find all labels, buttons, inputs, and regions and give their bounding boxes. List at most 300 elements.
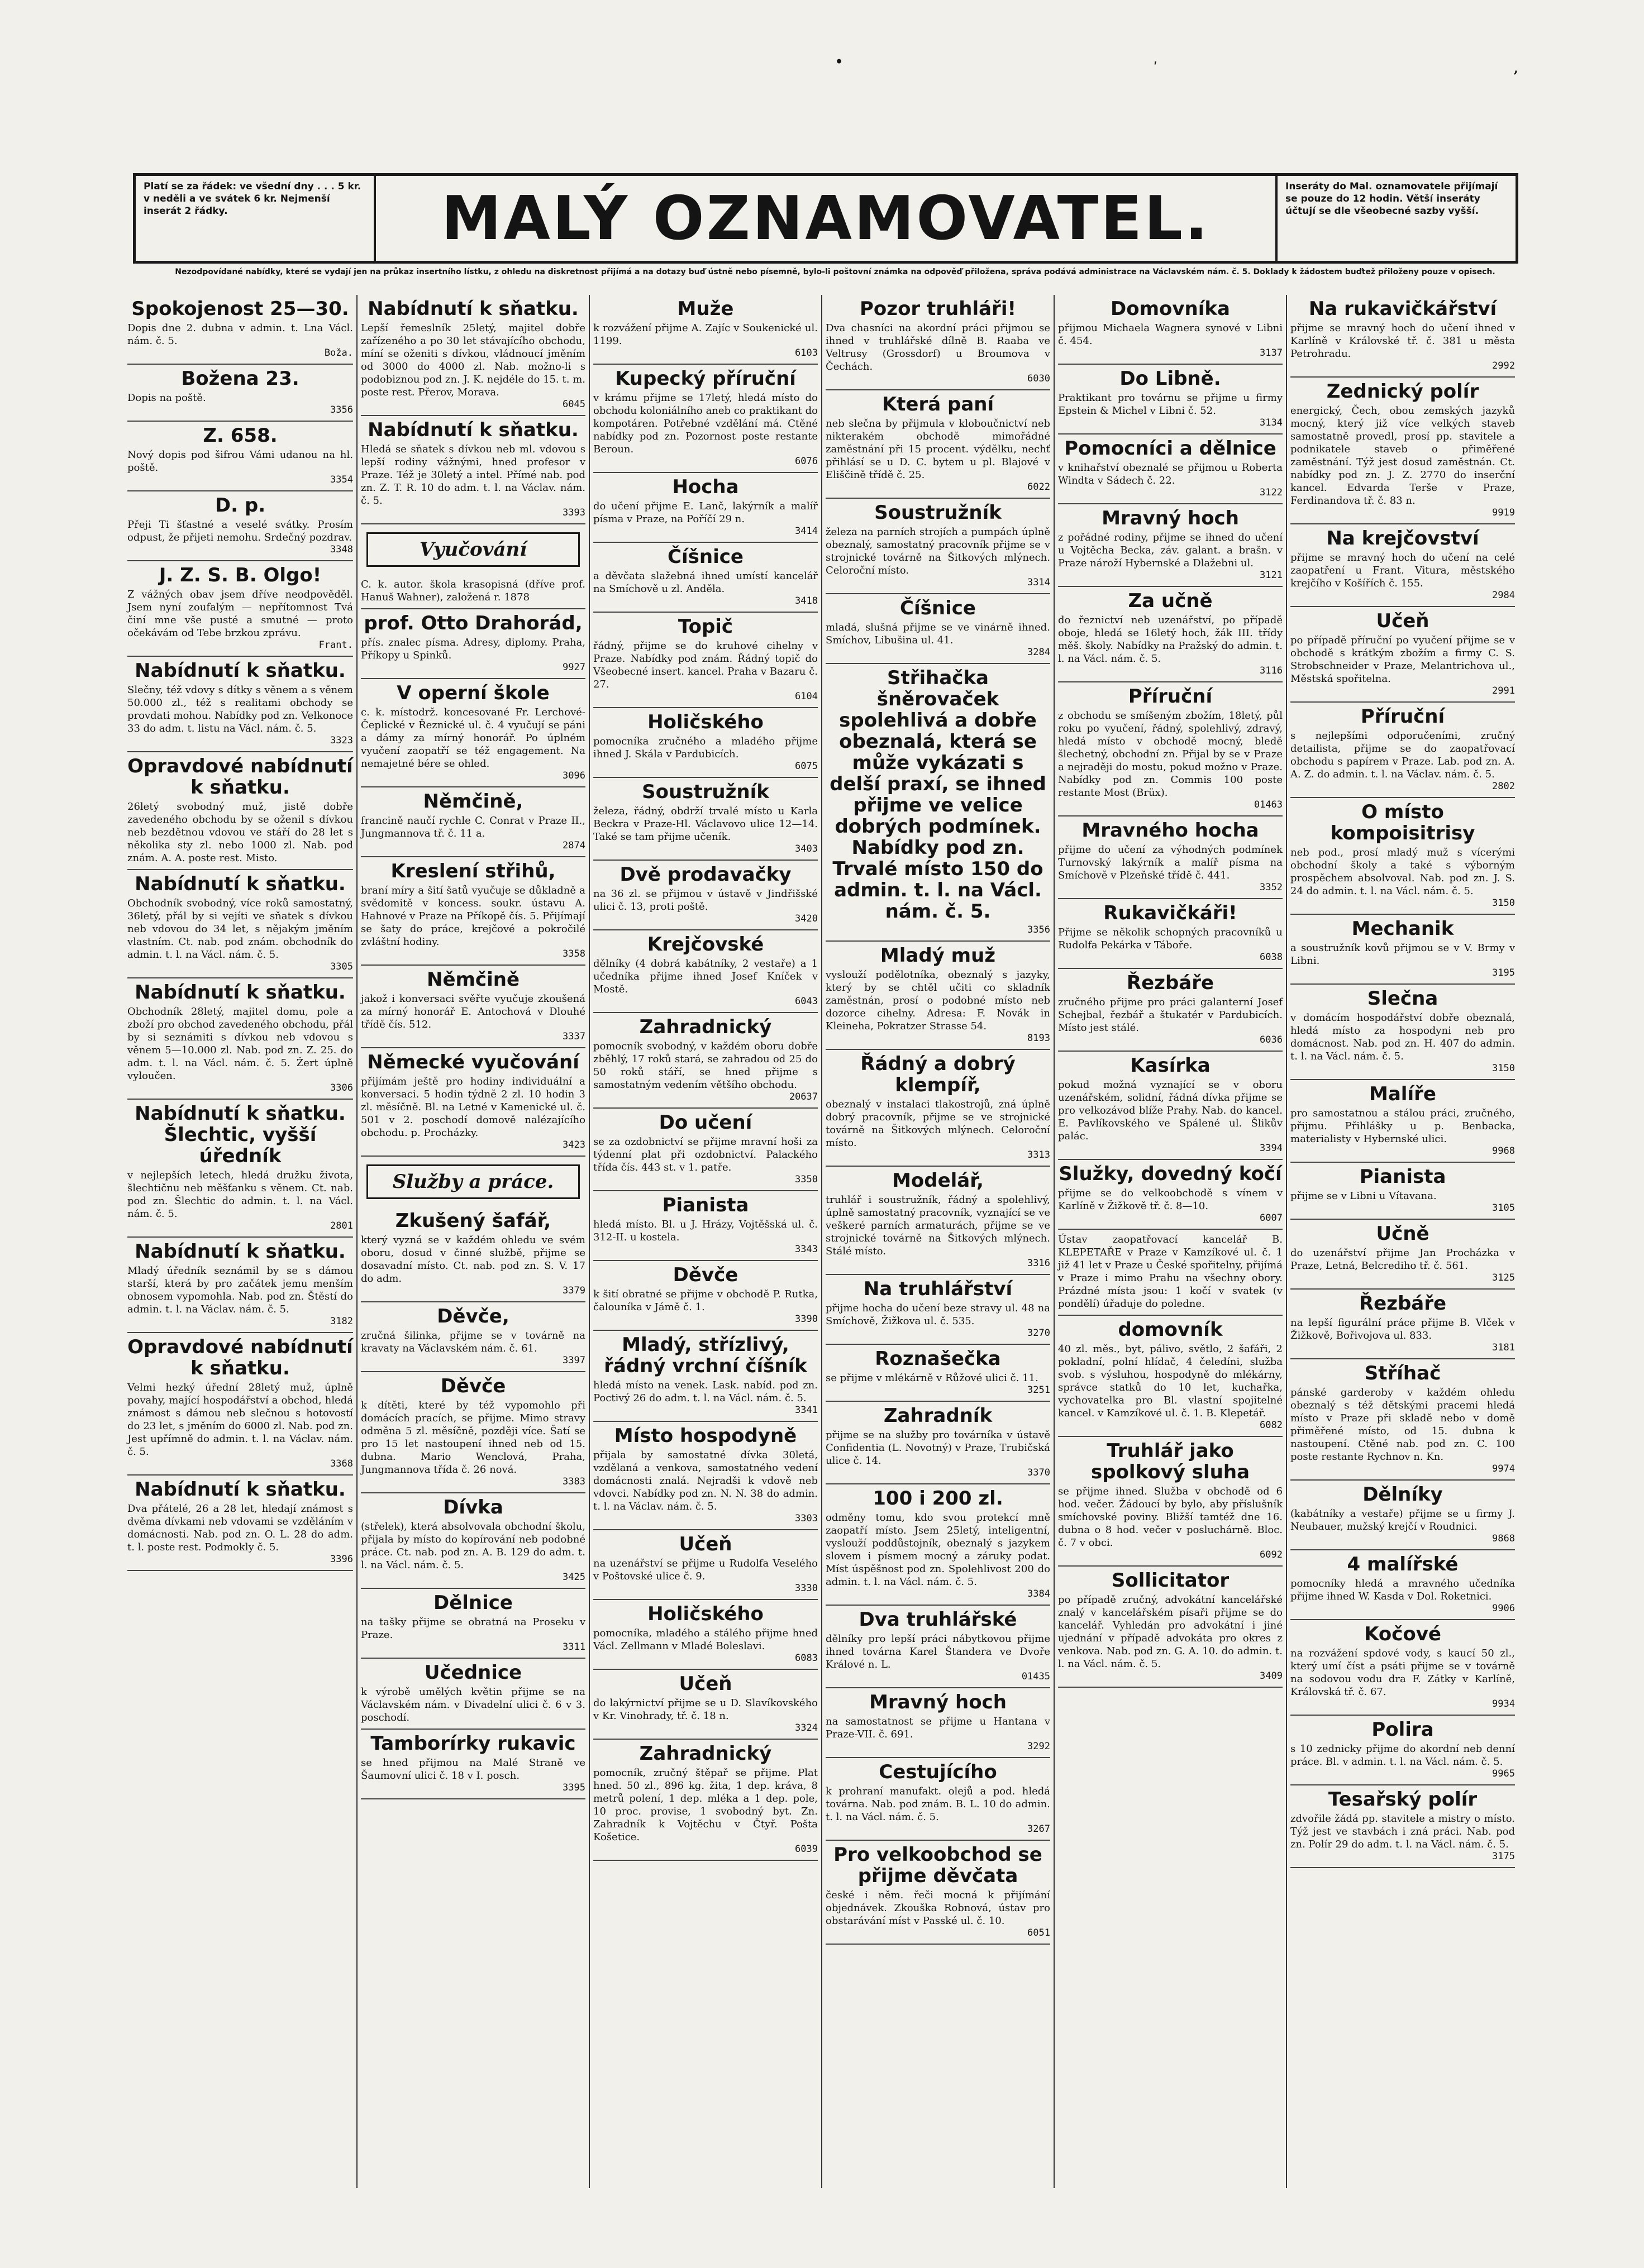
ad-title: Truhlář jako spolkový sluha [1090,1440,1250,1483]
ad-text: francině naučí rychle C. Conrat v Praze II., Jungmannova tř. č. 11 a. [361,815,585,839]
classified-ad [1290,1716,1515,1785]
classified-columns [124,295,1518,2188]
ad-reference-number: 3403 [795,843,818,854]
ad-text: přijme hocha do učení beze stravy ul. 48 na Smíchově, Žižkova ul. č. 535. [826,1302,1050,1327]
ad-text: který vyzná se v každém ohledu ve svém oboru, dosud v činné službě, přijme se dosavadní místo. Ct. nab. pod zn. S. V. 17 do adm. [361,1234,585,1285]
classified-ad [593,1261,818,1331]
ad-title: Tamborírky rukavic [370,1732,576,1755]
page-mark: ʹ [1154,60,1157,75]
page-mark: , [1514,61,1518,76]
ad-title: Učně [1376,1223,1429,1245]
ad-reference-number: 6007 [1260,1212,1283,1224]
ad-title: prof. Otto Drahorád, [364,612,583,634]
classified-ad [1058,434,1283,504]
ad-title: Řádný a dobrý klempíř, [860,1053,1016,1096]
ad-text: C. k. autor. škola krasopisná (dříve prof. Hanuš Wahner), založená r. 1878 [361,579,585,603]
ad-title: Mravný hoch [869,1691,1007,1713]
ad-reference-number: 6043 [795,996,818,1007]
ad-text: hledá místo na venek. Lask. nabíd. pod zn. Poctivý 26 do adm. t. l. na Václ. nám. č. 5. [593,1379,818,1404]
classified-ad [127,657,353,752]
ad-title: Pianista [662,1194,749,1216]
ad-title: Nabídnutí k sňatku. [135,1240,346,1263]
section-heading: Služby a práce. [366,1164,580,1199]
ad-title: Z. 658. [203,424,278,447]
classified-ad [127,1238,353,1333]
ad-title: Cestujícího [879,1761,997,1783]
ad-text: Z vážných obav jsem dříve neodpověděl. Jsem nyní zoufalým — nepřítomnost Tvá činí mne vše pusté a smutné — proto očekávám od Tebe brzkou zprávu. [127,589,353,639]
classified-ad [127,870,353,978]
ad-reference-number: 3425 [563,1572,585,1583]
ad-text: české i něm. řeči mocná k přijímání objednávek. Zkouška Robnová, ústav pro obstarávání míst v Passké ul. č. 10. [826,1889,1050,1927]
ad-reference-number: Frant. [318,639,353,651]
ad-text: braní míry a šití šatů vyučuje se důkladně a svědomitě v koncess. soukr. ústavu A. Hahnové v Praze na Příkopě čís. 5. Přijímají se šaty do práce, krejčové a pokročilé zvláštní hodiny. [361,885,585,948]
classified-ad [1290,1620,1515,1716]
ad-text: železa na parních strojích a pumpách úplně obeznalý, samostatný pracovník přijme se v strojnické továrně na Šitkových mlýnech. Celoroční místo. [826,526,1050,576]
ad-title: V operní škole [397,682,550,704]
ad-text: Nový dopis pod šifrou Vámi udanou na hl. poště. [127,449,353,474]
classified-ad [826,295,1050,390]
ad-title: Za učně [1128,590,1213,612]
ad-text: pánské garderoby v každém ohledu obeznalý s též dětskými pracemi hledá místo v Praze při skladě nebo v domě přiměřené místo, od 15. dubna k nastoupení. Ctěné nab. pod zn. C. 100 poste restante Rychnov n. Kn. [1290,1387,1515,1463]
ad-title: Číšnice [900,597,976,619]
ad-text: a soustružník kovů přijmou se v V. Brmy v Libni. [1290,942,1515,967]
ad-title: O místo kompoisitrisy [1330,801,1475,844]
classified-ad [593,1191,818,1261]
ad-reference-number: 6104 [795,691,818,702]
ad-text: dělníky pro lepší práci nábytkovou přijme ihned továrna Karel Štandera ve Dvoře Králové n. L. [826,1633,1050,1670]
ad-title: Roznašečka [875,1348,1001,1370]
ad-text: obeznalý v instalaci tlakostrojů, zná úplně dobrý pracovník, přijme se ve strojnické továrně na Šitkových mlýnech. Celoroční místo. [826,1099,1050,1149]
ad-text: v knihařství obeznalé se přijmou u Roberta Windta v Sádech č. 22. [1058,462,1283,486]
ad-text: z pořádné rodiny, přijme se ihned do učení u Vojtěcha Becka, záv. galant. a brašn. v Praze nároží Hybernské a Dlažebni ul. [1058,532,1283,569]
ad-reference-number: 9919 [1492,507,1515,518]
ad-title: Nabídnutí k sňatku. [135,660,346,682]
ad-text: hledá místo. Bl. u J. Hrázy, Vojtěšská ul. č. 312-II. u kostela. [593,1219,818,1243]
ad-text: Hledá se sňatek s dívkou neb ml. vdovou s lepší rodiny vážnými, hned profesor v Praze. Též je 30letý a intel. Přímé nab. pod zn. Z. T. R. 10 do adm. t. l. na Václav. nám. č. 5. [361,443,585,507]
ad-title: Mravného hocha [1081,819,1259,842]
classified-ad [1058,587,1283,682]
classified-ad [1290,915,1515,985]
ad-text: do uzenářství přijme Jan Procházka v Praze, Letná, Belcrediho tř. č. 561. [1290,1247,1515,1272]
ad-title: Na truhlářství [863,1278,1013,1300]
ad-reference-number: 6045 [563,399,585,410]
ad-text: a děvčata slažebná ihned umístí kancelář na Smíchově u zl. Anděla. [593,570,818,595]
classified-ad [826,1050,1050,1167]
ad-text: Mladý úředník seznámil by se s dámou starší, která by pro začátek jemu menším obnosem vypomohla. Nab. pod zn. Štěstí do admin. t. l. na Václav. nám. č. 5. [127,1265,353,1315]
classified-ad [593,1422,818,1530]
classified-ad [593,1331,818,1422]
ad-reference-number: 3195 [1492,967,1515,978]
classified-ad [593,1740,818,1861]
classified-ad [127,752,353,870]
classified-ad [1058,1567,1283,1688]
ad-reference-number: 3105 [1492,1202,1515,1214]
ad-title: Kreslení střihů, [390,860,556,882]
ad-reference-number: 3314 [1027,577,1050,588]
classified-ad [1058,1160,1283,1230]
ad-text: s nejlepšími odporučeními, zručný detailista, přijme se do zaopatřovací obchodu s papírem v Praze. Lab. pod zn. A. A. Z. do admin. t. l. na Václav. nám. č. 5. [1290,730,1515,780]
classified-ad [1058,1230,1283,1316]
ad-title: Dvě prodavačky [620,863,792,886]
ad-reference-number: 3134 [1260,417,1283,428]
ad-title: Která paní [881,393,994,416]
ad-text: přijmou Michaela Wagnera synové v Libni č. 454. [1058,322,1283,347]
ad-text: energický, Čech, obou zemských jazyků mocný, který již více velkých staveb samostatně provedl, prosí pp. stavitele a podnikatele staveb o přiměřené zaměstnání. Týž jest dosud zaměstnán. Ct. nabídky pod zn. J. Z. 2770 do inserční kancel. Edvarda Terše v Praze, Ferdinandova tř. č. 83 n. [1290,405,1515,507]
ad-reference-number: 3125 [1492,1272,1515,1283]
ad-title: Muže [677,298,734,320]
ad-text: po případě zručný, advokátní kancelářské znalý v kancelářském písaři přijme se do kancelář. Vyhledán pro advokátní i jiné ujednání v případě advokáta pro okres z venkova. Nab. pod zn. G. A. 10. do admin. t. l. na Václ. nám. č. 5. [1058,1594,1283,1670]
classified-ad [127,1100,353,1238]
ad-title: Nabídnutí k sňatku. [135,981,346,1004]
ad-text: v domácím hospodářství dobře obeznalá, hledá místo za hospodyni neb pro domácnost. Nab. pod zn. H. 407 do admin. t. l. na Václ. nám. č. 5. [1290,1012,1515,1062]
classified-ad [361,966,585,1048]
column-5 [1054,295,1286,2188]
ad-reference-number: 3395 [563,1782,585,1793]
classified-ad [593,930,818,1013]
ad-text: řádný, přijme se do kruhové cihelny v Praze. Nabídky pod znám. Řádný topič do Všeobecné insert. kancel. Praha v Bazaru č. 27. [593,640,818,690]
ad-title: Hocha [672,476,739,498]
ad-text: pomocníky hledá a mravného učedníka přijme ihned W. Kasda v Dol. Roketnici. [1290,1578,1515,1602]
column-6 [1286,295,1518,2188]
ad-reference-number: 6038 [1260,952,1283,963]
ad-reference-number: 3337 [563,1031,585,1042]
ad-reference-number: 3330 [795,1583,818,1594]
ad-title: Nabídnutí k sňatku. [135,873,346,895]
ad-title: Mladý, střízlivý, řádný vrchní číšník [604,1334,807,1377]
ad-text: železa, řádný, obdrží trvalé místo u Karla Beckra v Praze-Hl. Václavovo ulice 12—14. Také se tam přijme učeník. [593,805,818,843]
ad-text: Slečny, též vdovy s dítky s věnem a s věnem 50.000 zl., též s realitami obchody se provdati mohou. Nabídky pod zn. Velkonoce 33 do adm. t. listu na Václ. nám. č. 5. [127,684,353,734]
ad-text: Přijme se několik schopných pracovníků u Rudolfa Pekárka v Táboře. [1058,927,1283,951]
ad-title: Zahradnický [639,1742,772,1765]
ad-title: Zednický polír [1326,380,1479,403]
ad-text: v nejlepších letech, hledá družku života, šlechtičnu neb měšťanku s věnem. Ct. nab. pod zn. Šlechtic do admin. t. l. na Václ. nám. č. 5. [127,1169,353,1220]
ad-title: Řezbáře [1359,1292,1447,1315]
ad-title: Mravný hoch [1102,507,1239,529]
ad-reference-number: 3311 [563,1641,585,1653]
ad-text: se přijme v mlékárně v Růžové ulici č. 11. [826,1372,1038,1384]
ad-title: Učeň [1376,610,1429,632]
ad-title: Místo hospodyně [614,1425,797,1447]
ad-reference-number: 3409 [1260,1670,1283,1682]
classified-ad [1290,378,1515,524]
classified-ad [826,1167,1050,1275]
ad-text: (kabátníky a vestaře) přijme se u firmy J. Neubauer, mužský krejčí v Roudnici. [1290,1508,1515,1532]
header-note: Nezodpovídané nabídky, které se vydají jen na průkaz insertního lístku, z ohledu na diskretnost přijímá a na dotazy buď ústně nebo písemně, bylo-li poštovní známka na odpověď přiložena, správa podává administrace na Václavském nám. č. 5. Doklady k žádostem buďtež přiloženy pouze v opisech. [175,268,1495,276]
ad-text: Dopis dne 2. dubna v admin. t. Lna Václ. nám. č. 5. [127,322,353,347]
ad-reference-number: 3418 [795,595,818,607]
ad-title: D. p. [215,494,266,517]
ad-text: do lakýrnictví přijme se u D. Slavíkovského v Kr. Vinohrady, tř. č. 18 n. [593,1697,818,1722]
classified-ad [826,594,1050,664]
ad-text: pomocník svobodný, v každém oboru dobře zběhlý, 17 roků stará, se zahradou od 25 do 50 roků stáří, se hned přijme s samostatným vedením většího obchodu. [593,1040,818,1091]
ad-reference-number: 9868 [1492,1533,1515,1544]
ad-text: přijme do učení za výhodných podmínek Turnovský lakýrník a malíř písma na Smíchově v Plzeňské třídě č. 441. [1058,844,1283,881]
classified-ad [593,1109,818,1191]
ad-title: Učednice [424,1661,522,1684]
classified-ad [826,942,1050,1050]
ad-title: Střihačka šněrovaček spolehlivá a dobře obeznalá, která se může vykázati s delší praxí, se ihned přijme ve velice dobrých podmínek. Nabídky pod zn. Trvalé místo 150 do admin. t. l. na Václ. nám. č. 5. [830,667,1046,923]
classified-ad [1058,969,1283,1052]
classified-ad [361,1372,585,1493]
ad-text: Obchodník 28letý, majitel domu, pole a zboží pro obchod zavedeného obchodu, přál by si seznámiti s dívkou neb vdovou s věnem 5—10.000 zl. Nab. pod zn. Z. 25. do adm. t. l. na Václ. nám. č. 5. Žert úplně vyloučen. [127,1006,353,1082]
classified-ad [593,708,818,778]
ad-reference-number: 3379 [563,1285,585,1296]
classified-ad [361,609,585,679]
ad-text: přijme se mravný hoch do učení ihned v Karlíně v Královské tř. č. 381 u města Petrohradu. [1290,322,1515,360]
ad-text: pomocník, zručný štěpař se přijme. Plat hned. 50 zl., 896 kg. žita, 1 dep. kráva, 8 metrů polení, 1 dep. mléka a 1 dep. pole, 10 proc. provise, 1 svobodný byt. Zn. Zahradník k Vojtěchu v Čtyř. Pošta Košetice. [593,1767,818,1843]
ad-text: přijme se na služby pro továrníka v ústavě Confidentia (L. Novotný) v Praze, Trubičská ulice č. 14. [826,1429,1050,1467]
classified-ad [593,613,818,708]
ad-text: truhlář i soustružník, řádný a spolehlivý, úplně samostatný pracovník, vyznající se ve veškeré parních armaturách, přijme se ve strojnické továrně na Šitkových mlýnech. Stálé místo. [826,1194,1050,1257]
ad-title: Německé vyučování [367,1051,579,1073]
classified-ad [361,295,585,416]
ad-title: Nabídnutí k sňatku. Šlechtic, vyšší úředník [135,1102,346,1167]
ad-text: přijme se mravný hoch do učení na celé zaopatření u Frant. Vitura, městského krejčího v Košířích č. 155. [1290,552,1515,589]
ad-text: pro samostatnou a stálou práci, zručného, přijmu. Přihlášky u p. Benbacka, materialisty v Hybernské ulici. [1290,1107,1515,1145]
ad-title: Sollicitator [1111,1569,1230,1592]
ad-reference-number: 3414 [795,526,818,537]
ad-title: Rukavičkáři! [1103,902,1237,924]
ad-reference-number: 3137 [1260,347,1283,359]
ad-text: Obchodník svobodný, více roků samostatný, 36letý, přál by si vejíti ve sňatek s dívkou neb vdovou do 34 let, s nějakým jměním vlastním. Ct. nab. pod znám. obchodník do admin. t. l. na Václ. nám. č. 5. [127,897,353,961]
ad-reference-number: 20637 [789,1091,818,1102]
ad-text: Dva přátelé, 26 a 28 let, hledají známost s dvěma dívkami neb vdovami se vzděláním v domácnosti. Nab. pod zn. O. L. 28 do adm. t. l. poste rest. Podmokly č. 5. [127,1503,353,1553]
classified-ad [1058,817,1283,899]
classified-ad [826,1275,1050,1345]
ad-title: Nabídnutí k sňatku. [368,298,579,320]
ad-reference-number: 3356 [1027,924,1050,935]
ad-reference-number: 3420 [795,913,818,924]
classified-ad [593,861,818,930]
ad-reference-number: 3303 [795,1513,818,1524]
ad-reference-number: 2801 [330,1220,353,1231]
ad-title: Na rukavičkářství [1308,298,1497,320]
ad-text: Praktikant pro továrnu se přijme u firmy Epstein & Michel v Libni č. 52. [1058,392,1283,417]
ad-text: zručného přijme pro práci galanterní Josef Schejbal, řezbář a štukatér v Pardubicích. Místo jest stálé. [1058,996,1283,1034]
classified-ad [1058,504,1283,587]
ad-title: Pro velkoobchod se přijme děvčata [833,1844,1042,1887]
price-info: Platí se za řádek: ve všední dny . . . 5 kr. v neděli a ve svátek 6 kr. Nejmenší inserát 2 řádky. [136,176,376,261]
ad-text: Ústav zaopatřovací kancelář B. KLEPETAŘE v Praze v Kamzíkové ul. č. 1 již 41 let v Praze u České spořitelny, přijímá v Praze i mimo Prahu na všechny obory. Prázdné místa jsou: 1 kočí v svatek (v pondělí) úřaduje do poledne. [1058,1234,1283,1310]
ad-title: Do učení [659,1111,752,1134]
ad-reference-number: 6051 [1027,1927,1050,1938]
ad-reference-number: 6092 [1260,1549,1283,1560]
ad-text: zdvořile žádá pp. stavitele a mistry o místo. Týž jest ve stavbách i zná práci. Nab. pod zn. Polír 29 do adm. t. l. na Václ. nám. č. 5. [1290,1813,1515,1850]
ad-text: z obchodu se smíšeným zbožím, 18letý, půl roku po vyučení, řádný, spolehlivý, zdravý, hledá místo v obchodě mocný, bledě šlechetný, obchodní zn. Přijal by se v Praze a nejraději do mostu, pokud možno v Praze. Nabídky pod zn. Commis 100 poste restante Most (Brüx). [1058,710,1283,799]
ad-text: (střelek), která absolvovala obchodní školu, přijala by místo do kopírování neb podobné práce. Ct. nab. pod zn. A. B. 129 do adm. t. l. na Václ. nám. č. 5. [361,1521,585,1571]
ad-title: Učeň [679,1533,732,1555]
ad-title: Zahradnický [639,1016,772,1038]
ad-text: vyslouží podělotníka, obeznalý s jazyky, který by se chtěl učiti co skladník zaměstnán, prosí o podobné místo neb dozorce cihelny. Adresa: F. Novák in Kleineha, Pokratzer Strasse 54. [826,969,1050,1032]
ad-reference-number: Boža. [324,347,353,359]
ad-text: Velmi hezký úřední 28letý muž, úplně povahy, mající hospodářství a obchod, hledá známost s dámou neb slečnou s hotovostí do 23 let, s jměním do 6000 zl. Nab. pod zn. Jest upřímně do admin. t. l. na Václav. nám. č. 5. [127,1382,353,1458]
ad-reference-number: 3383 [563,1476,585,1487]
ad-title: 4 malířské [1347,1553,1459,1575]
ad-reference-number: 3251 [1027,1384,1050,1396]
ad-reference-number: 6076 [795,456,818,467]
classified-ad [826,664,1050,942]
ad-text: na 36 zl. se přijmou v ústavě v Jindřišské ulici č. 13, proti poště. [593,888,818,913]
ad-title: Dělnice [433,1592,513,1614]
ad-text: zručná šilinka, přijme se v továrně na kravaty na Václavském nám. č. 61. [361,1330,585,1354]
ad-text: na lepší figurální práce přijme B. Vlček v Žižkově, Bořivojova ul. 833. [1290,1317,1515,1341]
section-title: MALÝ OZNAMOVATEL. [441,183,1211,254]
ad-text: přijala by samostatné dívka 30letá, vzdělaná a venkova, samostatného vedení domácnosti znalá. Nejradši k vdově neb vdovci. Nabídky pod zn. N. N. 38 do admin. t. l. na Václav. nám. č. 5. [593,1449,818,1512]
ad-title: Slečna [1367,987,1438,1010]
classified-ad [593,1670,818,1740]
classified-ad [1290,985,1515,1080]
ad-title: Dva truhlářské [859,1608,1017,1631]
classified-ad [1058,295,1283,365]
ad-text: Dva chasníci na akordní práci přijmou se ihned v truhlářské dílně B. Raaba ve Veltrusy (Grossdorf) u Broumova v Čechách. [826,322,1050,373]
ad-reference-number: 3292 [1027,1741,1050,1752]
ad-reference-number: 6075 [795,761,818,772]
ad-reference-number: 3384 [1027,1588,1050,1599]
ad-reference-number: 3396 [330,1554,353,1565]
classified-ad [593,1013,818,1109]
ad-text: po případě příruční po vyučení přijme se v obchodě s krátkým zbožím a firmy C. S. Strobschneider v Praze, Melantrichova ul., Městská spořitelna. [1290,634,1515,685]
ad-reference-number: 6083 [795,1653,818,1664]
classified-ad [593,778,818,861]
ad-text: pomocníka, mladého a stálého přijme hned Václ. Zellmann v Mladé Boleslavi. [593,1627,818,1652]
classified-ad [361,1493,585,1589]
ad-title: Dělníky [1362,1483,1443,1506]
classified-ad [361,1730,585,1799]
ad-title: Děvče [440,1375,506,1397]
ad-title: Polira [1371,1718,1434,1741]
ad-reference-number: 3324 [795,1722,818,1734]
classified-ad [1290,1080,1515,1163]
classified-ad [1290,607,1515,703]
ad-reference-number: 3150 [1492,897,1515,909]
ad-reference-number: 3394 [1260,1143,1283,1154]
ad-title: Učeň [679,1673,732,1695]
classified-ad [1290,524,1515,607]
ad-reference-number: 3354 [330,474,353,485]
classified-ad [826,1688,1050,1758]
ad-reference-number: 3368 [330,1458,353,1469]
classified-ad [1058,1052,1283,1160]
ad-reference-number: 3150 [1492,1063,1515,1074]
ad-title: Na krejčovství [1326,527,1479,550]
section-heading: Vyučování [366,532,580,567]
classified-ad [593,365,818,473]
ad-reference-number: 2991 [1492,685,1515,696]
classified-ad [361,1659,585,1730]
ad-title: Děvče, [437,1305,509,1328]
classified-ad [361,1589,585,1659]
ad-reference-number: 3423 [563,1139,585,1150]
ad-reference-number: 3390 [795,1314,818,1325]
ad-reference-number: 01463 [1254,799,1283,810]
insertion-info: Inseráty do Mal. oznamovatele přijímají se pouze do 12 hodin. Větší inseráty účtují se dle všeobecné sazby vyšší. [1275,176,1516,261]
classified-ad [826,1402,1050,1484]
masthead [133,173,1518,264]
ad-title: Holičského [647,711,764,733]
ad-text: se přijme ihned. Služba v obchodě od 6 hod. večer. Žádoucí by bylo, aby příslušník smíchovské poviny. Bližší tamtéž dne 16. dubna o 8 hod. večer v posluchárně. Bloc. č. 7 v obci. [1058,1486,1283,1549]
ad-text: pomocníka zručného a mladého přijme ihned J. Skála v Pardubicích. [593,736,818,760]
classified-ad [127,561,353,657]
ad-reference-number: 3343 [795,1244,818,1255]
ad-reference-number: 3397 [563,1355,585,1366]
ad-reference-number: 3305 [330,961,353,972]
ad-title: Pozor truhláři! [860,298,1016,320]
classified-ad [1290,1785,1515,1868]
classified-ad [1290,1550,1515,1620]
classified-ad [361,1207,585,1302]
ad-title: Opravdové nabídnutí k sňatku. [127,755,353,799]
ad-reference-number: 3313 [1027,1149,1050,1161]
classified-ad [361,679,585,787]
column-3 [589,295,821,2188]
ad-title: Nabídnutí k sňatku. [368,419,579,441]
ad-text: se hned přijmou na Malé Straně ve Šaumovní ulici č. 18 v I. posch. [361,1757,585,1782]
ad-reference-number: 3350 [795,1174,818,1185]
ad-reference-number: 9965 [1492,1768,1515,1779]
classified-ad [1290,1163,1515,1220]
ad-reference-number: 2992 [1492,360,1515,371]
classified-ad [826,499,1050,594]
ad-title: Spokojenost 25—30. [131,298,349,320]
ad-reference-number: 3356 [330,404,353,416]
ad-text: do řeznictví neb uzenářství, po případě oboje, hledá se 16letý hoch, žák III. třídy měš. školy. Nabídky na Pražský do admin. t. l. na Václ. nám. č. 5. [1058,614,1283,665]
ad-reference-number: 3182 [330,1316,353,1327]
ad-reference-number: 6082 [1260,1420,1283,1431]
ad-text: v krámu přijme se 17letý, hledá místo do obchodu koloniálního aneb co praktikant do kompotáren. Potřebné vzdělání má. Ctěné nabídky pod zn. Pozornost poste restante Beroun. [593,392,818,455]
ad-text: s 10 zednicky přijme do akordní neb denní práce. Bl. v admin. t. l. na Václ. nám. č. 5. [1290,1743,1515,1768]
ad-title: Němčině, [423,790,523,813]
ad-reference-number: 9934 [1492,1698,1515,1710]
classified-ad [826,1345,1050,1402]
ad-text: neb pod., prosí mladý muž s vícerými obchodní školy a také s výborným prospěchem absolvoval. Nab. pod zn. J. S. 24 do admin. t. l. na Václ. nám. č. 5. [1290,847,1515,897]
ad-reference-number: 3181 [1492,1342,1515,1353]
ad-reference-number: 3175 [1492,1851,1515,1862]
classified-ad [361,575,585,609]
ad-text: přijme se do velkoobchodě s vínem v Karlíně v Žižkově tř. č. 8—10. [1058,1187,1283,1212]
ad-text: Lepší řemeslník 25letý, majitel dobře zařízeného a po 30 let stávajícího obchodu, míní se oženiti s dívkou, vládnoucí jměním od 3000 do 4000 zl. Nab. možno-li s podobiznou pod zn. J. K. nejdéle do 15. t. m. poste rest. Přerov, Morava. [361,322,585,398]
page-mark: • [835,55,844,69]
ad-title: Nabídnutí k sňatku. [135,1478,346,1501]
ad-reference-number: 6039 [795,1844,818,1855]
classified-ad [127,1333,353,1476]
ad-reference-number: 8193 [1027,1033,1050,1044]
ad-text: 26letý svobodný muž, jistě dobře zavedeného obchodu by se oženil s dívkou neb bezdětnou vdovou ve stáří do 28 let s několika sty zl. nebo 1000 zl. Nab. pod znám. A. A. poste rest. Misto. [127,801,353,864]
ad-reference-number: 3358 [563,948,585,959]
classified-ad [361,787,585,857]
classified-ad [593,473,818,543]
classified-ad [1058,899,1283,969]
ad-title: domovník [1118,1319,1223,1341]
ad-reference-number: 3284 [1027,647,1050,658]
ad-text: k rozvážení přijme A. Zajíc v Soukenické ul. 1199. [593,322,818,347]
ad-reference-number: 9974 [1492,1463,1515,1474]
ad-reference-number: 9968 [1492,1145,1515,1157]
classified-ad [127,491,353,561]
ad-text: se za ozdobnictví se přijme mravní hoši za týdenní plat při ozdobnictví. Palackého třída čís. 443 st. v 1. patře. [593,1136,818,1173]
ad-title: Soustružník [642,781,769,803]
ad-text: přijme se v Libni u Vítavana. [1290,1190,1437,1202]
column-2 [356,295,589,2188]
ad-text: do učení přijme E. Lanč, lakýrník a malíř písma v Praze, na Poříčí 29 n. [593,500,818,525]
ad-title: Modelář, [892,1169,984,1192]
ad-title: Dívka [443,1496,503,1519]
classified-ad [1058,682,1283,817]
ad-title: Pomocníci a dělnice [1064,437,1276,460]
classified-ad [1058,1437,1283,1567]
classified-ad [127,365,353,422]
ad-title: Němčině [426,968,520,991]
classified-ad [1290,1290,1515,1359]
